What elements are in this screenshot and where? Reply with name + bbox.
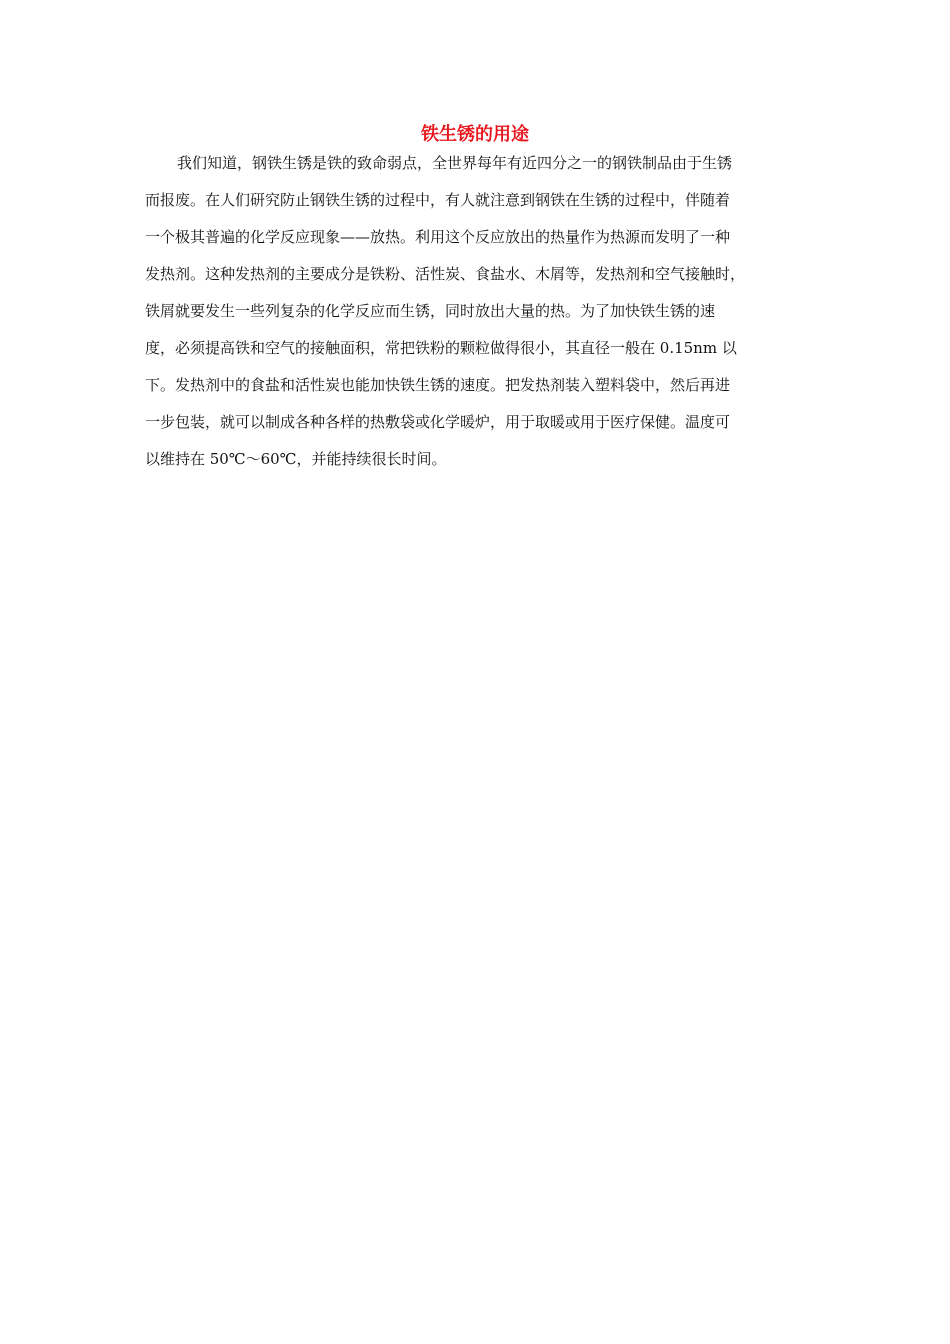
body-line-9: 以维持在 50℃～60℃，并能持续很长时间。 — [145, 450, 447, 468]
body-line-5: 铁屑就要发生一些列复杂的化学反应而生锈，同时放出大量的热。为了加快铁生锈的速 — [145, 302, 716, 320]
body-line-4: 发热剂。这种发热剂的主要成分是铁粉、活性炭、食盐水、木屑等，发热剂和空气接触时， — [145, 265, 746, 283]
body-line-1: 我们知道，钢铁生锈是铁的致命弱点，全世界每年有近四分之一的钢铁制品由于生锈 — [177, 154, 733, 172]
body-line-3: 一个极其普遍的化学反应现象——放热。利用这个反应放出的热量作为热源而发明了一种 — [145, 228, 731, 246]
body-line-8: 一步包装，就可以制成各种各样的热敷袋或化学暖炉，用于取暖或用于医疗保健。温度可 — [145, 413, 731, 431]
document-title: 铁生锈的用途 — [421, 124, 529, 145]
body-line-6: 度，必须提高铁和空气的接触面积，常把铁粉的颗粒做得很小，其直径一般在 0.15nm 以 — [145, 339, 737, 357]
document-body — [145, 150, 815, 483]
body-line-7: 下。发热剂中的食盐和活性炭也能加快铁生锈的速度。把发热剂装入塑料袋中，然后再进 — [145, 376, 731, 394]
body-line-2: 而报废。在人们研究防止钢铁生锈的过程中，有人就注意到钢铁在生锈的过程中，伴随着 — [145, 191, 731, 209]
